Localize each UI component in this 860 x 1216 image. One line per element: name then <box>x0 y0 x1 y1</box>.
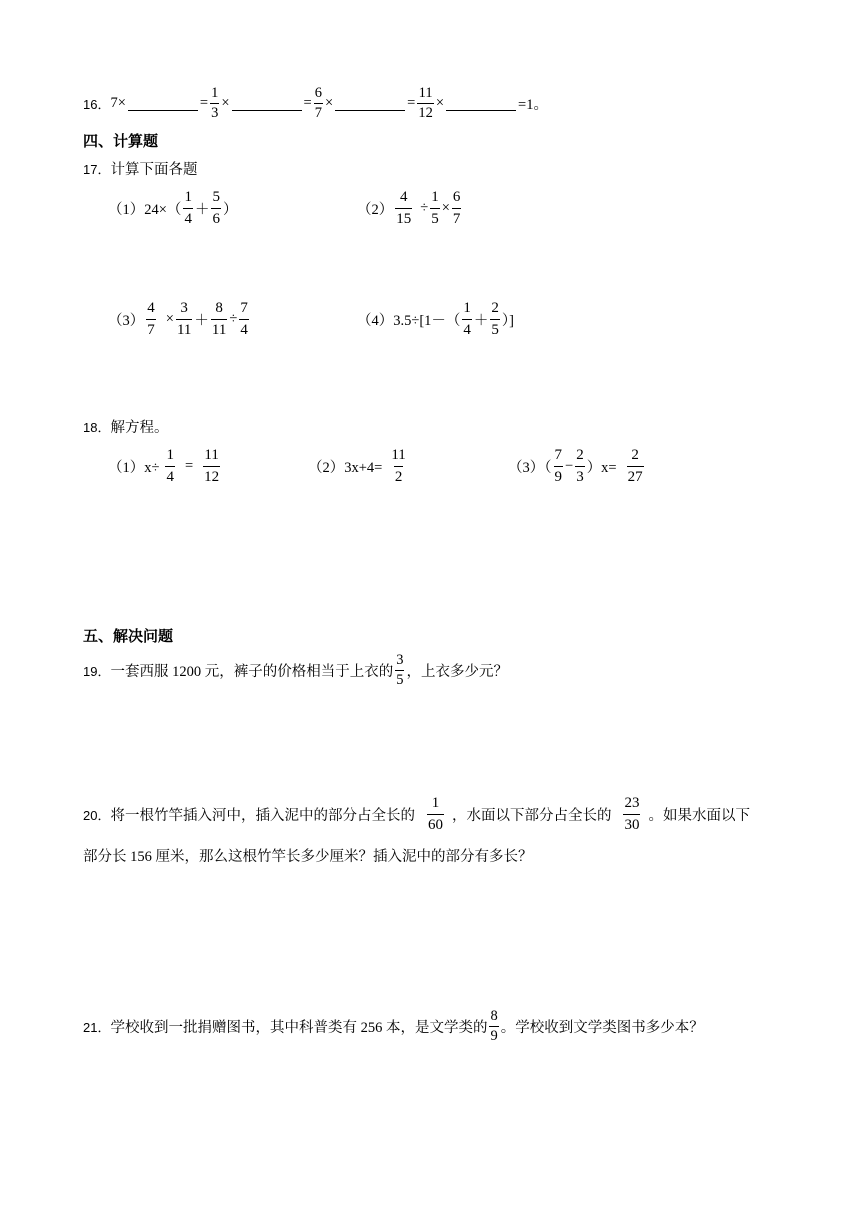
question-text: 将一根竹竿插入河中，插入泥中的部分占全长的 <box>110 807 415 824</box>
expression-text: 7× <box>110 94 126 111</box>
times-sign: × <box>441 199 450 216</box>
divide-sign: ÷ <box>229 310 238 327</box>
part-label: （4）3.5÷[1－（ <box>357 312 461 329</box>
question-17-prompt <box>83 157 197 179</box>
fraction: $\frac{2}{3}$ <box>576 446 584 485</box>
question-16 <box>83 86 548 120</box>
question-text: 一套西服 1200 元，裤子的价格相当于上衣的 <box>110 663 394 680</box>
fraction: $\frac{1}{4}$ <box>166 446 174 485</box>
question-text: 解方程。 <box>110 419 169 436</box>
answer-blank[interactable] <box>128 96 198 111</box>
question-text: ，上衣多少元？ <box>406 663 508 680</box>
fraction: $\frac{7}{4}$ <box>240 299 248 338</box>
question-19 <box>83 648 508 692</box>
fraction: $\frac{2}{5}$ <box>491 299 499 338</box>
fraction: $\frac{5}{6}$ <box>212 188 220 227</box>
part-text: ） <box>222 201 238 218</box>
part-label: （2）3x+4= <box>308 459 383 476</box>
question-text: ，水面以下部分占全长的 <box>451 807 612 824</box>
question-number: 21． <box>83 1019 111 1035</box>
answer-blank[interactable] <box>446 96 516 111</box>
fraction: $\frac{11}{12}$ <box>204 446 220 485</box>
q18-part-3 <box>508 444 646 488</box>
fraction: $\frac{7}{9}$ <box>554 446 562 485</box>
fraction: $\frac{8}{11}$ <box>211 299 227 338</box>
fraction: $\frac{23}{30}$ <box>624 794 640 833</box>
times-sign: × <box>165 310 174 327</box>
question-text: 学校收到一批捐赠图书，其中科普类有 256 本，是文学类的 <box>110 1019 488 1036</box>
part-label: （3）（ <box>508 459 552 476</box>
question-18-prompt <box>83 415 168 437</box>
minus-sign: − <box>565 457 574 474</box>
fraction: $\frac{2}{27}$ <box>627 446 643 485</box>
fraction: $\frac{1}{4}$ <box>463 299 471 338</box>
equals-sign: = <box>184 457 194 474</box>
question-text: 计算下面各题 <box>110 161 198 178</box>
part-label: （2） <box>357 201 394 218</box>
fraction: $\frac{11}{2}$ <box>391 446 406 485</box>
fraction: $\frac{1}{5}$ <box>431 188 439 227</box>
question-text: 部分长 156 厘米，那么这根竹竿长多少厘米？插入泥中的部分有多长？ <box>83 848 533 865</box>
equals-sign: = <box>303 94 312 111</box>
q18-part-1 <box>108 444 222 488</box>
fraction: $\frac{3}{11}$ <box>176 299 192 338</box>
part-text: ）x= <box>586 459 617 476</box>
fraction: $\frac{4}{15}$ <box>396 188 412 227</box>
plus-sign: ＋ <box>194 312 209 329</box>
times-sign: × <box>221 94 230 111</box>
plus-sign: ＋ <box>194 201 210 218</box>
times-sign: × <box>324 94 334 111</box>
q17-part-3 <box>108 297 251 341</box>
equals-sign: = <box>199 94 209 111</box>
part-text: ）] <box>501 312 515 329</box>
equals-sign: = <box>407 94 416 111</box>
divide-sign: ÷ <box>420 199 429 216</box>
times-sign: × <box>435 94 445 111</box>
question-text: 。学校收到文学类图书多少本？ <box>500 1019 704 1036</box>
section-heading: 五、解决问题 <box>83 626 174 645</box>
part-label: （1）24×（ <box>108 201 182 218</box>
question-number: 16． <box>83 96 111 112</box>
question-21 <box>83 1004 704 1048</box>
question-20-continued <box>83 844 533 866</box>
q17-part-4 <box>357 297 514 341</box>
question-number: 19． <box>83 663 111 679</box>
fraction: $\frac{4}{7}$ <box>147 299 155 338</box>
question-text: 。如果水面以下 <box>648 807 750 824</box>
fraction: $\frac{11}{12}$ <box>418 85 433 121</box>
fraction: $\frac{1}{4}$ <box>184 188 192 227</box>
question-number: 18． <box>83 419 111 435</box>
expression-text: =1。 <box>518 96 548 113</box>
question-number: 20． <box>83 807 111 823</box>
fraction: $\frac{1}{60}$ <box>427 794 443 833</box>
fraction: $\frac{6}{7}$ <box>314 85 322 121</box>
fraction: $\frac{6}{7}$ <box>452 188 461 227</box>
section-heading: 四、计算题 <box>83 131 159 150</box>
plus-sign: ＋ <box>473 312 489 329</box>
part-label: （3） <box>108 312 145 329</box>
part-label: （1）x÷ <box>108 459 160 476</box>
q17-part-2 <box>357 186 463 230</box>
answer-blank[interactable] <box>335 96 405 111</box>
fraction: $\frac{1}{3}$ <box>211 85 219 121</box>
fraction: $\frac{8}{9}$ <box>490 1008 498 1044</box>
question-number: 17． <box>83 161 111 177</box>
question-20 <box>83 792 750 836</box>
answer-blank[interactable] <box>232 96 302 111</box>
q18-part-2 <box>308 444 409 488</box>
fraction: $\frac{3}{5}$ <box>396 652 404 688</box>
q17-part-1 <box>108 186 237 230</box>
